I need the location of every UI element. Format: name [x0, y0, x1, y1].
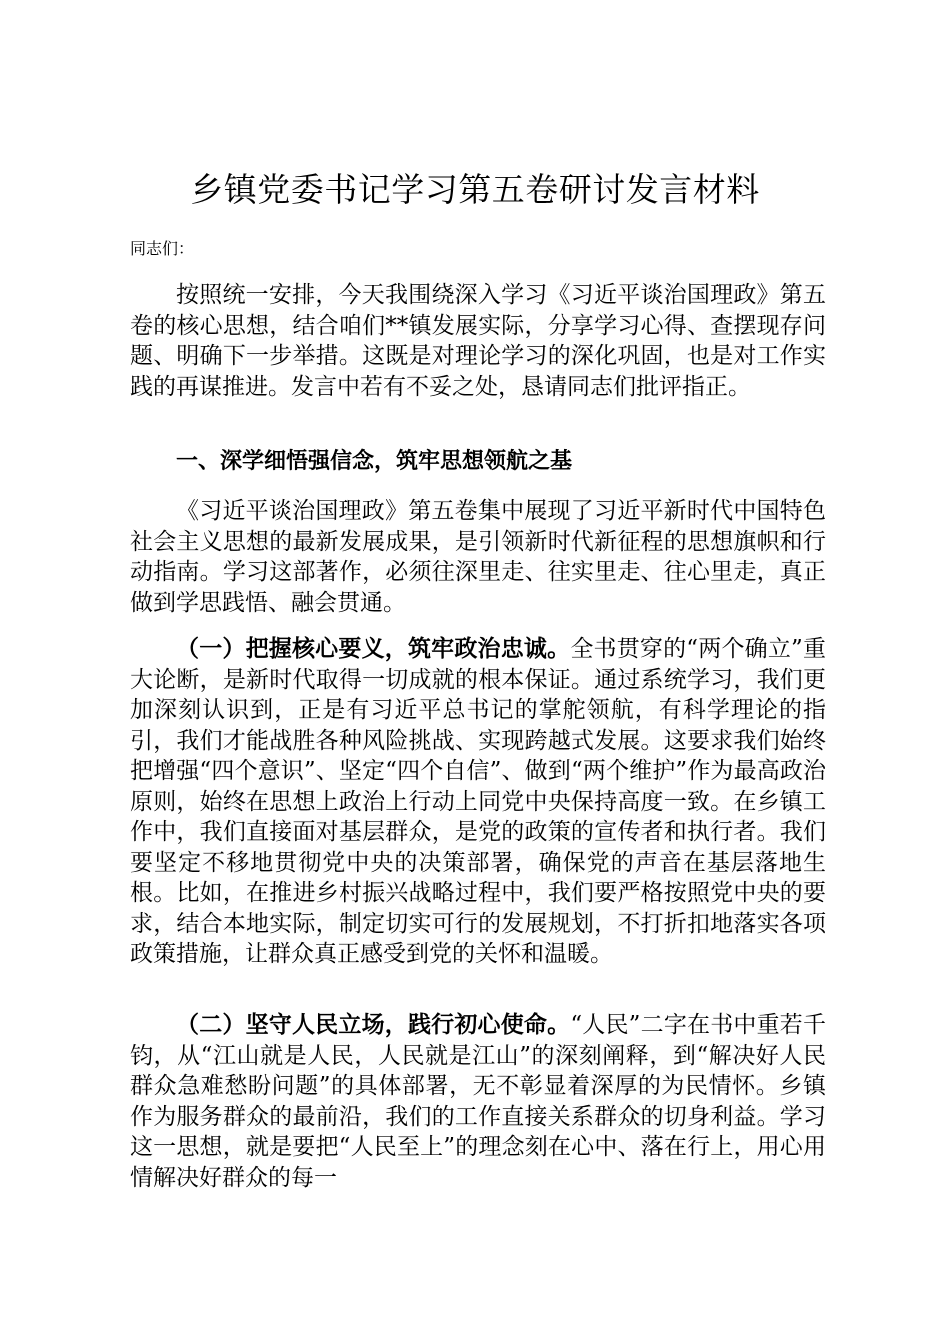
document-title: 乡镇党委书记学习第五卷研讨发言材料 [190, 170, 760, 209]
point1-lead: （一）把握核心要义，筑牢政治忠诚。 [176, 636, 571, 662]
greeting: 同志们： [130, 239, 195, 258]
section-heading-1: 一、深学细悟强信念，筑牢思想领航之基 [176, 449, 573, 474]
section1-intro-paragraph: 《习近平谈治国理政》第五卷集中展现了习近平新时代中国特色社会主义思想的最新发展成果，是引领新时代新征程的思想旗帜和行动指南。学习这部著作，必须往深里走、往实里走、往心里走，真正做到学思践悟、融会贯通。 [130, 498, 826, 616]
intro-paragraph: 按照统一安排，今天我围绕深入学习《习近平谈治国理政》第五卷的核心思想，结合咱们**镇发展实际，分享学习心得、查摆现存问题、明确下一步举措。这既是对理论学习的深化巩固，也是对工作实践的再谋推进。发言中若有不妥之处，恳请同志们批评指正。 [130, 282, 826, 400]
point2-lead: （二）坚守人民立场，践行初心使命。 [176, 1012, 571, 1038]
point2-body: “人民”二字在书中重若千钧，从“江山就是人民，人民就是江山”的深刻阐释，到“解决好人民群众急难愁盼问题”的具体部署，无不彰显着深厚的为民情怀。乡镇作为服务群众的最前沿，我们的工作直接关系群众的切身利益。学习这一思想，就是要把“人民至上”的理念刻在心中、落在行上，用心用情解决好群众的每一 [130, 1012, 826, 1191]
point1-body: 全书贯穿的“两个确立”重大论断，是新时代取得一切成就的根本保证。通过系统学习，我们更加深刻认识到，正是有习近平总书记的掌舵领航，有科学理论的指引，我们才能战胜各种风险挑战、实现跨越式发展。这要求我们始终把增强“四个意识”、坚定“四个自信”、做到“两个维护”作为最高政治原则，始终在思想上政治上行动上同党中央保持高度一致。在乡镇工作中，我们直接面对基层群众，是党的政策的宣传者和执行者。我们要坚定不移地贯彻党中央的决策部署，确保党的声音在基层落地生根。比如，在推进乡村振兴战略过程中，我们要严格按照党中央的要求，结合本地实际，制定切实可行的发展规划，不打折扣地落实各项政策措施，让群众真正感受到党的关怀和温暖。 [130, 636, 826, 967]
point2-paragraph [130, 1010, 826, 1193]
point1-paragraph [130, 634, 826, 970]
